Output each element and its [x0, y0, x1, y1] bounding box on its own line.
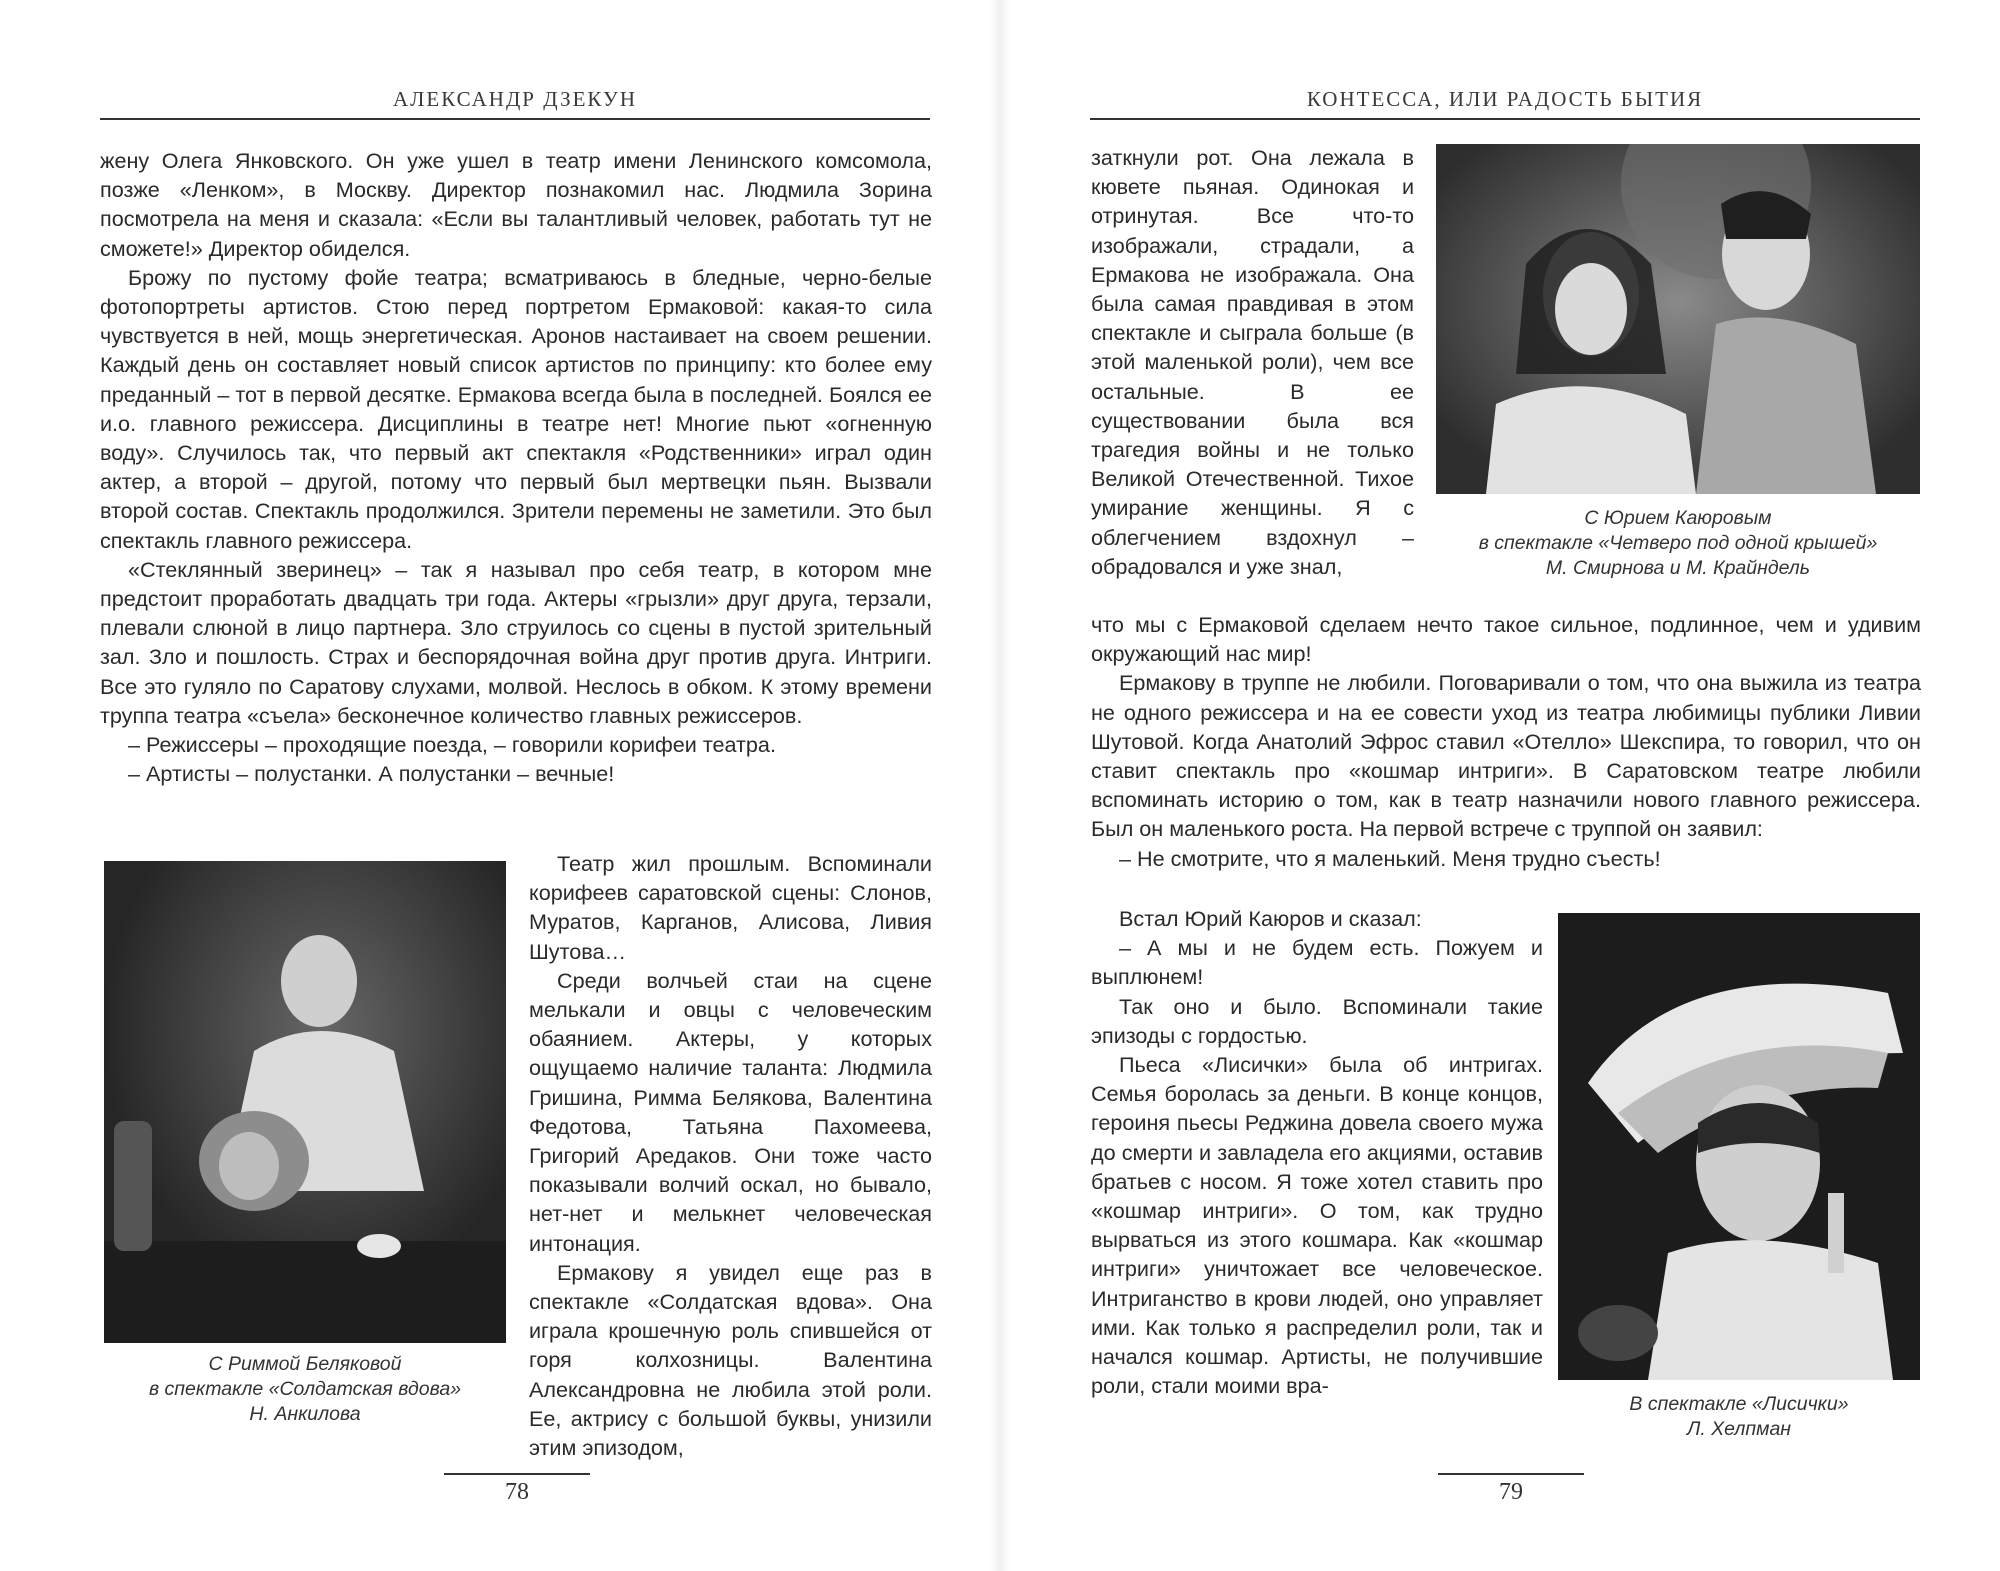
paragraph: «Стеклянный зверинец» – так я называл про себя театр, в котором мне предстоит проработать двадцать три года. Актеры «грызли» друг друга, терзали, плевали слюной в лицо партнера. Зло струилось со сцены в пустой зрительный зал. Зло и пошлость. Страх и беспорядочная война друг против друга. Интриги. Все это гуляло по Саратову слухами, молвой. Неслось в обком. К этому времени труппа театра «съела» бесконечное количество главных режиссеров. — [100, 556, 932, 728]
paragraph: что мы с Ермаковой сделаем нечто такое сильное, подлинное, чем и удивим окружающий нас мир! — [1091, 612, 1921, 667]
paragraph: заткнули рот. Она лежала в кювете пьяная. Одинокая и отринутая. Все что-то изображали, страдали, а Ермакова не изображала. Она была самая правдивая в этом спектакле и сыграла больше (в этой маленькой роли), чем все остальные. В ее существовании была вся трагедия войны и не только Великой Отечественной. Тихое умирание женщины. Я с облегчением вздохнул – обрадовался и уже знал, — [1091, 145, 1414, 579]
running-head-right: КОНТЕССА, ИЛИ РАДОСТЬ БЫТИЯ — [1090, 84, 1920, 120]
left-top-text — [100, 146, 932, 788]
paragraph: жену Олега Янковского. Он уже ушел в театр имени Ленинского комсомола, позже «Ленком», в Москву. Директор познакомил нас. Людмила Зорина посмотрела на меня и сказала: «Если вы талантливый человек, работать тут не сможете!» Директор обиделся. — [100, 148, 932, 261]
paragraph: – Артисты – полустанки. А полустанки – вечные! — [128, 761, 615, 787]
paragraph: – Режиссеры – проходящие поезда, – говорили корифеи театра. — [128, 732, 776, 758]
paragraph: Так оно и было. Вспоминали такие эпизоды с гордостью. — [1091, 993, 1543, 1048]
folio-rule — [1438, 1473, 1584, 1475]
page-number-left: 78 — [505, 1479, 529, 1505]
folio-rule — [444, 1473, 590, 1475]
photo-caption-right-top: С Юрием Каюровым в спектакле «Четверо под одной крышей» М. Смирнова и М. Крайндель — [1478, 507, 1878, 579]
paragraph: Брожу по пустому фойе театра; всматриваюсь в бледные, черно-белые фотопортреты артистов. Стою перед портретом Ермаковой: какая-то сила чувствуется в ней, мощь энергетическая. Аронов настаивает на своем решении. Каждый день он составляет новый список артистов по принципу: кто более ему преданный – тот в первой десятке. Ермакова всегда была в последней. Боялся ее и.о. главного режиссера. Дисциплины в театре нет! Многие пьют «огненную воду». Случилось так, что первый акт спектакля «Родственники» играл один актер, а второй – другой, потому что первый был мертвецки пьян. Вызвали второй состав. Спектакль продолжился. Зрители перемены не заметили. Это был спектакль главного режиссера. — [100, 264, 932, 553]
photo-caption-left: С Риммой Беляковой в спектакле «Солдатская вдова» Н. Анкилова — [148, 1353, 462, 1425]
paragraph: Пьеса «Лисички» была об интригах. Семья боролась за деньги. В конце концов, героиня пьесы Реджина довела своего мужа до смерти и завладела его акциями, оставив братьев с носом. Я тоже хотел ставить про «кошмар интриги». О том, как трудно вырваться из этого кошмара. Как «кошмар интриги» уничтожает все человеческое. Интриганство в крови людей, оно управляет ими. Как только я распределил роли, так и начался кошмар. Артисты, не получившие роли, стали моими вра- — [1091, 1052, 1543, 1399]
stage-photo-soldier-widow — [104, 861, 506, 1343]
right-narrow-top-text — [1091, 143, 1414, 581]
paragraph: – Не смотрите, что я маленький. Меня трудно съесть! — [1119, 845, 1661, 871]
paragraph: Ермакову в труппе не любили. Поговаривали о том, что она выжила из театра не одного режиссера и на ее совести уход из театра любимицы публики Ливии Шутовой. Когда Анатолий Эфрос ставил «Отелло» Шекспира, то говорил, что он ставит спектакль про «кошмар интриги». В Саратовском театре любили вспоминать историю о том, как в театр назначили нового главного режиссера. Был он маленького роста. На первой встрече с труппой он заявил: — [1091, 670, 1921, 842]
photo-caption-right-bottom: В спектакле «Лисички» Л. Хелпман — [1629, 1393, 1849, 1440]
paragraph: Среди волчьей стаи на сцене мелькали и овцы с человеческим обаянием. Актеры, у которых ощущаемо наличие таланта: Людмила Гришина, Римма Белякова, Валентина Федотова, Татьяна Пахомеева, Григорий Аредаков. Они тоже часто показывали волчий оскал, но бывало, нет-нет и мелькнет человеческая интонация. — [529, 967, 932, 1256]
right-wide-text — [1091, 610, 1921, 873]
right-narrow-bottom-text — [1091, 904, 1543, 1400]
right-page — [1000, 0, 2000, 1571]
stage-photo-little-foxes — [1558, 913, 1920, 1380]
stage-photo-four-under-one-roof — [1436, 144, 1920, 494]
paragraph: Театр жил прошлым. Вспоминали корифеев саратовской сцены: Слонов, Муратов, Карганов, Алисова, Ливия Шутова… — [529, 851, 932, 964]
paragraph: Встал Юрий Каюров и сказал: — [1119, 906, 1422, 931]
paragraph: – А мы и не будем есть. Пожуем и выплюнем! — [1091, 935, 1543, 990]
paragraph: Ермакову я увидел еще раз в спектакле «Солдатская вдова». Она играла крошечную роль спившейся от горя колхозницы. Валентина Александровна не любила этой роли. Ее, актрису с большой буквы, унизили этим эпизодом, — [529, 1259, 932, 1461]
left-side-text — [529, 849, 932, 1462]
running-head-left: АЛЕКСАНДР ДЗЕКУН — [100, 84, 930, 120]
page-number-right: 79 — [1499, 1479, 1523, 1505]
